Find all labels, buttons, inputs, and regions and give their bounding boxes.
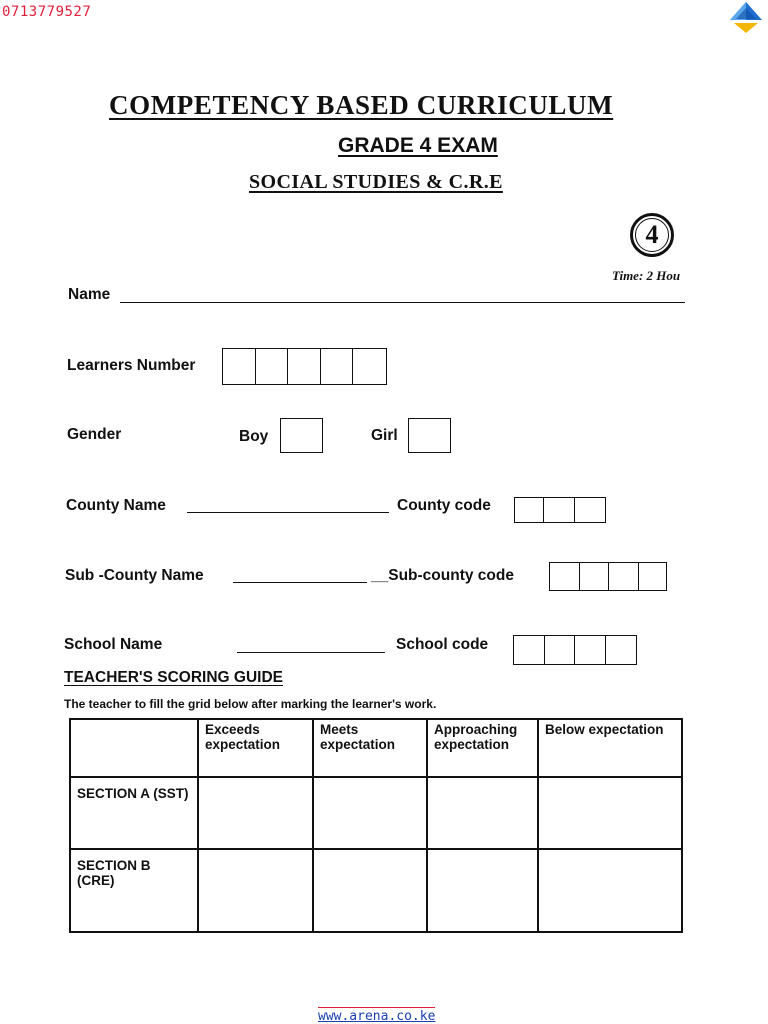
table-row [70, 777, 682, 849]
grade-badge [630, 213, 674, 257]
scoring-grid [69, 718, 683, 933]
digit-box[interactable] [515, 498, 544, 522]
county-code-label: County code [397, 497, 491, 514]
learner-number-boxes[interactable] [222, 348, 387, 385]
school-name-field[interactable] [237, 652, 385, 653]
digit-box[interactable] [580, 563, 610, 590]
sub-county-name-field[interactable] [233, 582, 367, 583]
county-code-boxes[interactable] [514, 497, 606, 523]
score-cell[interactable] [313, 777, 427, 849]
digit-box[interactable] [321, 349, 354, 384]
digit-box[interactable] [353, 349, 386, 384]
scoring-grid-header [70, 719, 682, 777]
girl-label: Girl [371, 427, 398, 444]
gender-label: Gender [67, 426, 122, 443]
phone-number: 0713779527 [2, 4, 92, 20]
scoring-guide-title: TEACHER'S SCORING GUIDE [64, 669, 283, 686]
row-label-section-b: SECTION B (CRE) [70, 849, 198, 932]
name-label: Name [68, 286, 111, 303]
grade-badge-number: 4 [645, 220, 659, 249]
header-meets: Meets expectation [313, 719, 427, 777]
digit-box[interactable] [575, 636, 606, 664]
score-cell[interactable] [538, 777, 682, 849]
row-label-section-a: SECTION A (SST) [70, 777, 198, 849]
curriculum-title: COMPETENCY BASED CURRICULUM [109, 90, 614, 120]
digit-box[interactable] [550, 563, 580, 590]
website-link[interactable]: www.arena.co.ke [318, 1009, 436, 1024]
sub-county-name-label: Sub -County Name [65, 567, 204, 584]
table-row [70, 849, 682, 932]
digit-box[interactable] [609, 563, 639, 590]
digit-box[interactable] [514, 636, 545, 664]
digit-box[interactable] [544, 498, 574, 522]
name-field[interactable] [120, 302, 685, 303]
subject-heading: SOCIAL STUDIES & C.R.E [249, 171, 503, 193]
school-code-boxes[interactable] [513, 635, 637, 665]
score-cell[interactable] [427, 777, 538, 849]
sub-county-code-label: __Sub-county code [371, 567, 514, 584]
digit-box[interactable] [606, 636, 636, 664]
school-name-label: School Name [64, 636, 163, 653]
header-exceeds: Exceeds expectation [198, 719, 313, 777]
digit-box[interactable] [288, 349, 321, 384]
county-name-field[interactable] [187, 512, 389, 513]
score-cell[interactable] [198, 777, 313, 849]
score-cell[interactable] [538, 849, 682, 932]
digit-box[interactable] [223, 349, 256, 384]
learner-number-label: Learners Number [67, 357, 196, 374]
score-cell[interactable] [313, 849, 427, 932]
score-cell[interactable] [427, 849, 538, 932]
score-cell[interactable] [198, 849, 313, 932]
girl-checkbox[interactable] [408, 418, 451, 453]
digit-box[interactable] [256, 349, 289, 384]
header-below: Below expectation [538, 719, 682, 777]
header-approaching: Approaching expectation [427, 719, 538, 777]
digit-box[interactable] [545, 636, 576, 664]
boy-label: Boy [239, 428, 269, 445]
grade-heading: GRADE 4 EXAM [338, 134, 498, 157]
pyramid-logo-icon [726, 0, 766, 36]
school-code-label: School code [396, 636, 489, 653]
digit-box[interactable] [639, 563, 667, 590]
exam-time: Time: 2 Hou [612, 268, 681, 283]
header-cell-empty [70, 719, 198, 777]
sub-county-code-boxes[interactable] [549, 562, 667, 591]
scoring-guide-instruction: The teacher to fill the grid below after marking the learner's work. [64, 697, 437, 711]
boy-checkbox[interactable] [280, 418, 323, 453]
digit-box[interactable] [575, 498, 605, 522]
county-name-label: County Name [66, 497, 166, 514]
